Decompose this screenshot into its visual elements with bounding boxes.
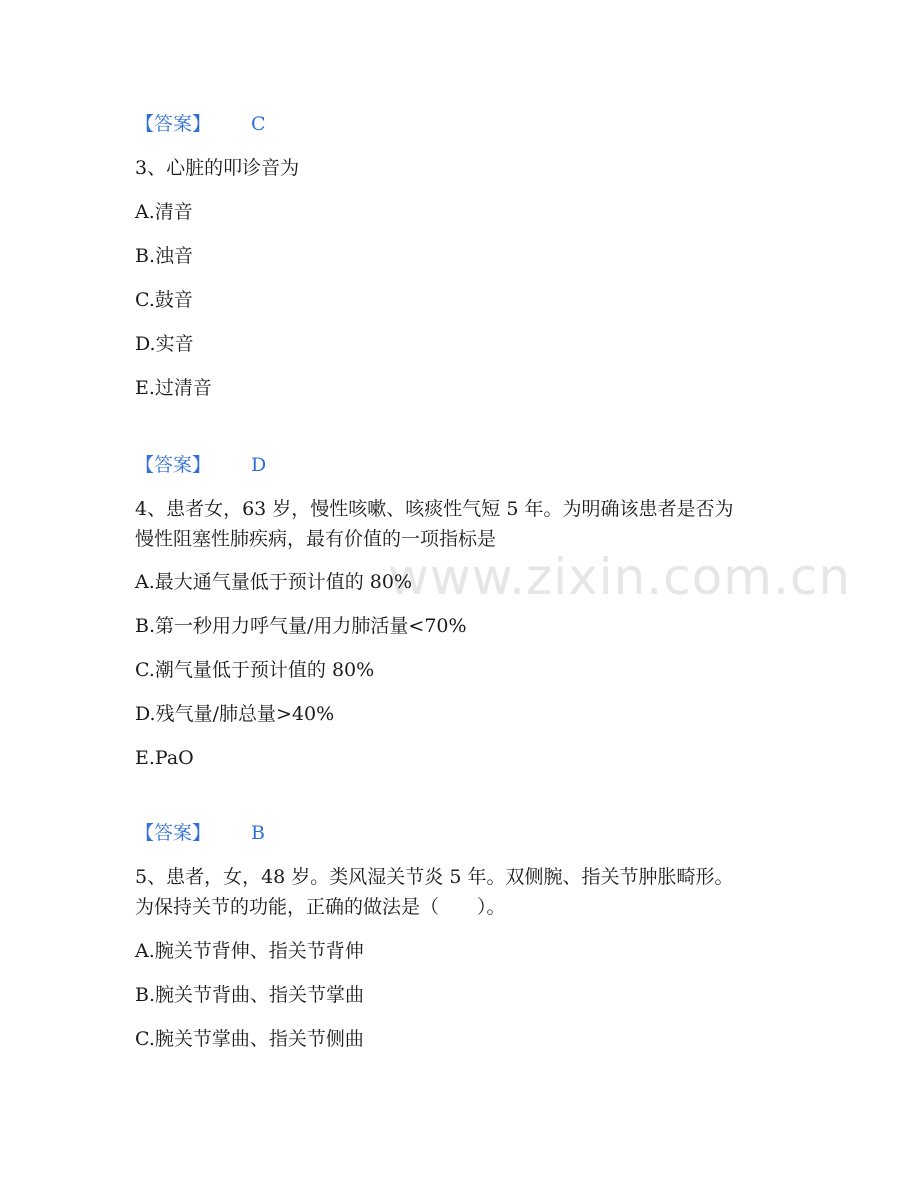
- question-stem-cont: 慢性阻塞性肺疾病，最有价值的一项指标是: [135, 528, 497, 550]
- option-e: E.PaO: [135, 747, 194, 769]
- option-b: B.第一秒用力呼气量/用力肺活量<70%: [135, 615, 467, 637]
- question-stem: 5、患者，女，48 岁。类风湿关节炎 5 年。双侧腕、指关节肿胀畸形。: [135, 866, 734, 888]
- answer-tag: 【答案】: [135, 454, 212, 476]
- answer-tag: 【答案】: [135, 822, 212, 844]
- answer-tag: 【答案】: [135, 113, 212, 135]
- option-b: B.浊音: [135, 245, 194, 267]
- answer-line: [135, 821, 265, 845]
- option-e: E.过清音: [135, 377, 212, 399]
- answer-line: [135, 453, 266, 477]
- answer-value: B: [251, 822, 265, 844]
- option-c: C.腕关节掌曲、指关节侧曲: [135, 1028, 364, 1050]
- answer-value: D: [251, 454, 267, 476]
- option-a: A.清音: [135, 201, 193, 223]
- answer-line: [135, 112, 266, 136]
- option-c: C.鼓音: [135, 289, 193, 311]
- option-a: A.腕关节背伸、指关节背伸: [135, 940, 364, 962]
- answer-value: C: [251, 113, 266, 135]
- question-stem: 4、患者女，63 岁，慢性咳嗽、咳痰性气短 5 年。为明确该患者是否为: [135, 498, 734, 520]
- option-d: D.残气量/肺总量>40%: [135, 703, 335, 725]
- watermark: www.zixin.com.cn: [388, 548, 852, 606]
- option-b: B.腕关节背曲、指关节掌曲: [135, 984, 365, 1006]
- option-d: D.实音: [135, 333, 194, 355]
- question-stem: 3、心脏的叩诊音为: [135, 157, 300, 179]
- option-c: C.潮气量低于预计值的 80%: [135, 659, 375, 681]
- question-stem-cont: 为保持关节的功能，正确的做法是（ ）。: [135, 896, 506, 918]
- option-a: A.最大通气量低于预计值的 80%: [135, 571, 413, 593]
